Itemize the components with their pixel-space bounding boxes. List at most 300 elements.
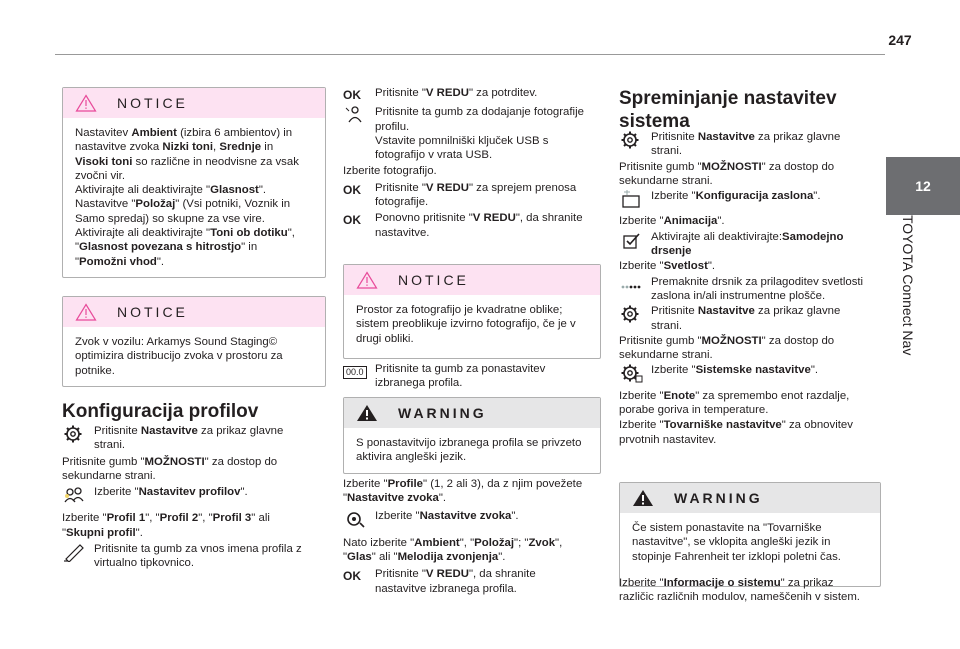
text-run: Pritisnite " xyxy=(375,87,426,99)
text-line xyxy=(651,189,883,203)
chapter-side-title: TOYOTA Connect Nav xyxy=(900,215,916,356)
instruction-item xyxy=(343,536,603,565)
screen-icon-graphic xyxy=(619,189,643,209)
text-run: ". xyxy=(135,526,143,539)
brightness-slider-icon-graphic xyxy=(619,275,643,295)
warning-triangle-icon xyxy=(356,404,378,422)
reset-button-label: 00.0 xyxy=(343,366,367,379)
bold-term: Srednje xyxy=(219,141,262,154)
text-run: izbranega profila. xyxy=(375,377,463,390)
text-run: " za prikaz xyxy=(780,577,834,589)
warning-box xyxy=(619,482,881,587)
text-run: " ali xyxy=(251,512,270,525)
text-line xyxy=(619,160,883,174)
text-line xyxy=(651,244,883,258)
text-run: za prikaz glavne xyxy=(197,425,284,437)
bold-term: Zvok xyxy=(528,536,556,549)
text-line xyxy=(356,332,588,346)
bold-term: Sistemske nastavitve xyxy=(695,364,811,377)
instruction-text xyxy=(94,485,332,499)
bold-term: V REDU xyxy=(425,568,469,581)
text-run: profilu. xyxy=(375,120,410,133)
text-run: so različne in neodvisne za vsak xyxy=(132,155,299,168)
text-line xyxy=(375,567,603,581)
text-run: " ali " xyxy=(371,551,398,564)
ok-icon xyxy=(343,211,375,228)
bold-term: Ambient xyxy=(414,536,460,549)
bold-term: V REDU xyxy=(472,212,516,225)
instruction-list xyxy=(343,477,603,599)
text-run: virtualno tipkovnico. xyxy=(94,557,195,570)
notice-title: NOTICE xyxy=(398,271,469,288)
text-run: optimizira distribucijo zvoka v prostoru za xyxy=(75,350,283,363)
instruction-item xyxy=(619,389,883,418)
text-run: strani. xyxy=(651,319,683,332)
text-run: ". xyxy=(498,551,506,564)
section-heading-line: Spreminjanje nastavitev xyxy=(619,88,837,109)
text-line xyxy=(94,438,332,452)
text-run: Aktivirajte ali deaktivirajte " xyxy=(75,184,211,197)
instruction-list xyxy=(343,86,603,242)
chapter-tab[interactable]: 12 xyxy=(886,157,960,215)
bold-term: Nastavitve xyxy=(697,131,755,143)
text-line xyxy=(651,319,883,333)
bold-term: Položaj xyxy=(474,536,515,549)
text-line xyxy=(619,389,883,403)
instruction-text xyxy=(619,160,883,189)
text-line xyxy=(75,335,313,349)
text-run: nastavitve", se vklopita angleški jezik in xyxy=(632,536,831,549)
instruction-text xyxy=(619,418,883,447)
text-line xyxy=(343,491,603,505)
bold-term: Informacije o sistemu xyxy=(663,577,781,589)
text-line xyxy=(94,556,332,570)
bold-term: V REDU xyxy=(425,87,469,99)
text-run: strani. xyxy=(94,439,126,452)
text-line xyxy=(94,424,332,438)
text-run: Pritisnite ta gumb za ponastavitev xyxy=(375,363,546,375)
text-run: drugi obliki. xyxy=(356,332,414,345)
text-line xyxy=(619,214,883,228)
instruction-item xyxy=(619,304,883,333)
text-line xyxy=(619,334,883,348)
bold-term: MOŽNOSTI xyxy=(701,334,762,347)
text-line xyxy=(651,144,883,158)
text-line xyxy=(75,212,313,226)
text-run: Ponovno pritisnite " xyxy=(375,212,473,225)
text-run: aktivira angleški jezik. xyxy=(356,451,467,464)
instruction-item xyxy=(619,214,883,228)
instruction-item xyxy=(619,259,883,273)
instruction-text xyxy=(619,259,883,273)
ok-label: OK xyxy=(343,88,361,102)
text-run: ". xyxy=(258,184,267,197)
text-run: ". xyxy=(511,509,519,522)
instruction-text xyxy=(619,214,883,228)
notice-triangle-icon xyxy=(75,94,97,112)
text-line xyxy=(356,450,588,464)
text-run: Pritisnite " xyxy=(375,568,426,581)
instruction-item xyxy=(62,485,332,509)
bold-term: Ambient xyxy=(131,127,177,139)
box-body xyxy=(356,436,588,465)
text-run: ", da shranite xyxy=(468,568,536,581)
instruction-text xyxy=(343,536,603,565)
section-heading xyxy=(619,87,879,133)
text-line xyxy=(62,455,332,469)
text-run: fotografijo v vrata USB. xyxy=(375,149,493,162)
text-run: ", da shranite xyxy=(515,212,583,225)
bold-term: Toni ob dotiku xyxy=(210,227,288,240)
bold-term: MOŽNOSTI xyxy=(701,160,762,173)
instruction-text xyxy=(651,230,883,259)
photo-icon xyxy=(343,105,375,129)
text-line xyxy=(619,403,883,417)
warning-box xyxy=(343,397,601,474)
photo-icon-graphic xyxy=(343,105,367,125)
text-run: Samo spredaj) so skupne za vse vire. xyxy=(75,212,265,225)
text-line xyxy=(375,376,603,390)
text-run: " xyxy=(62,526,67,539)
gear-icon-graphic xyxy=(619,304,643,324)
text-run: sekundarne strani. xyxy=(619,174,713,187)
text-run: Vstavite pomnilniški ključek USB s xyxy=(375,134,549,147)
text-line xyxy=(343,536,603,550)
instruction-item xyxy=(62,542,332,571)
instruction-item xyxy=(619,334,883,363)
checkbox-icon xyxy=(619,230,651,254)
instruction-text xyxy=(651,363,883,377)
notice-header xyxy=(344,265,600,295)
instruction-text xyxy=(62,455,332,484)
instruction-text xyxy=(375,211,603,240)
text-run: sekundarne strani. xyxy=(62,469,156,482)
text-line xyxy=(632,535,868,549)
text-line xyxy=(356,303,588,317)
ok-label: OK xyxy=(343,182,361,197)
bold-term: Profil 1 xyxy=(106,512,146,525)
instruction-item xyxy=(62,511,332,540)
instruction-item xyxy=(619,130,883,159)
bold-term: Nastavitve zvoka xyxy=(347,492,439,505)
text-line xyxy=(356,317,588,331)
instruction-text xyxy=(375,86,603,100)
text-line xyxy=(75,169,313,183)
text-run: ". xyxy=(813,190,821,203)
bold-term: Glasnost povezana s hitrostjo xyxy=(79,241,242,254)
instruction-item xyxy=(343,105,603,162)
text-run: S ponastavitvijo izbranega profila se privzeto xyxy=(356,437,582,449)
text-run: "; " xyxy=(514,536,529,549)
text-line xyxy=(651,304,883,318)
instruction-list xyxy=(619,576,883,605)
ok-label: OK xyxy=(343,569,361,584)
text-run: Zvok v vozilu: Arkamys Sound Staging© xyxy=(75,336,278,348)
instruction-item xyxy=(619,363,883,387)
bold-term: Samodejno xyxy=(782,230,844,243)
text-run: Izberite " xyxy=(375,509,420,522)
text-run: nastavitve zvoka xyxy=(75,141,163,154)
text-line xyxy=(75,183,313,197)
text-run: ". xyxy=(810,364,819,377)
text-run: ". xyxy=(717,215,725,228)
text-run: nastavitve izbranega profila. xyxy=(375,582,517,595)
text-run: nastavitve. xyxy=(375,226,430,239)
notice-box xyxy=(62,296,326,387)
text-run: potnike. xyxy=(75,364,115,377)
reset-button-icon xyxy=(343,362,375,379)
instruction-item xyxy=(62,455,332,484)
instruction-list xyxy=(619,130,883,448)
text-run: Izberite " xyxy=(94,486,139,499)
text-line xyxy=(75,364,313,378)
text-line xyxy=(375,148,603,162)
instruction-text xyxy=(651,304,883,333)
text-run: ". xyxy=(707,260,716,273)
text-run: Pritisnite xyxy=(94,425,141,437)
gear-icon-graphic xyxy=(62,424,86,444)
instruction-item xyxy=(343,477,603,506)
instruction-item xyxy=(343,362,603,391)
text-line xyxy=(75,349,313,363)
bold-term: Glasnost xyxy=(210,184,259,197)
bold-term: Enote xyxy=(663,389,696,402)
text-run: ". xyxy=(156,255,165,268)
text-line xyxy=(632,521,868,535)
notice-box xyxy=(62,87,326,278)
bold-term: Profile xyxy=(387,478,424,490)
instruction-text xyxy=(651,130,883,159)
bold-term: Svetlost xyxy=(663,260,708,273)
instruction-item xyxy=(619,576,883,605)
text-run: " za dostop do xyxy=(204,455,278,468)
ok-label: OK xyxy=(343,213,361,228)
profile-icon xyxy=(62,485,94,509)
text-run: Aktivirajte ali deaktivirajte: xyxy=(651,230,783,243)
pencil-icon-graphic xyxy=(62,542,86,562)
gear-icon xyxy=(62,424,94,448)
text-line xyxy=(619,433,883,447)
pencil-icon xyxy=(62,542,94,566)
text-run: " (1, 2 ali 3), da z njim povežete xyxy=(423,478,583,490)
text-run: Pritisnite gumb " xyxy=(62,455,145,468)
text-run: Če sistem ponastavite na "Tovarniške xyxy=(632,522,822,534)
notice-box xyxy=(343,264,601,359)
text-run: zaslona in/ali instrumentne plošče. xyxy=(651,289,826,302)
text-line xyxy=(632,550,868,564)
text-run: Pritisnite gumb " xyxy=(619,160,702,173)
text-run: " za sprejem prenosa xyxy=(468,181,577,194)
header-rule xyxy=(55,54,885,55)
text-line xyxy=(375,211,603,225)
text-line xyxy=(75,240,313,254)
section-heading-line: sistema xyxy=(619,111,690,132)
bold-term: V REDU xyxy=(425,181,469,194)
warning-title: WARNING xyxy=(398,404,487,421)
ok-icon xyxy=(343,181,375,198)
instruction-item xyxy=(343,86,603,103)
text-run: strani. xyxy=(651,145,683,158)
text-run: Izberite " xyxy=(343,478,388,490)
instruction-item xyxy=(343,211,603,240)
profile-icon-graphic xyxy=(62,485,86,505)
text-line xyxy=(62,526,332,540)
text-line xyxy=(375,226,603,240)
text-line xyxy=(375,181,603,195)
bold-term: Skupni profil xyxy=(66,526,136,539)
bold-term: Nastavitve xyxy=(140,425,198,437)
text-line xyxy=(619,576,883,590)
text-run: " xyxy=(75,255,80,268)
text-run: " xyxy=(343,551,348,564)
text-line xyxy=(62,511,332,525)
text-run: sekundarne strani. xyxy=(619,349,713,362)
text-line xyxy=(343,477,603,491)
text-run: Nato izberite " xyxy=(343,536,415,549)
text-run: Aktivirajte ali deaktivirajte " xyxy=(75,227,211,240)
text-run: različic različnih modulov, nameščenih v sistem. xyxy=(619,591,860,604)
instruction-item xyxy=(62,424,332,453)
text-run: " xyxy=(75,241,80,254)
notice-header xyxy=(63,88,325,118)
bold-term: Tovarniške nastavitve xyxy=(663,419,782,432)
instruction-item xyxy=(343,509,603,533)
page-number: 247 xyxy=(888,32,912,48)
instruction-item xyxy=(619,230,883,259)
instruction-item xyxy=(343,164,603,178)
text-line xyxy=(94,485,332,499)
instruction-text xyxy=(619,389,883,418)
gear-icon xyxy=(619,130,651,154)
instruction-text xyxy=(375,105,603,162)
notice-header xyxy=(63,297,325,327)
text-line xyxy=(651,275,883,289)
text-run: ", " xyxy=(145,512,160,525)
sound-settings-icon xyxy=(343,509,375,533)
instruction-text xyxy=(375,509,603,523)
text-run: ", " xyxy=(198,512,213,525)
text-line xyxy=(356,436,588,450)
text-run: " za obnovitev xyxy=(781,419,853,432)
text-run: ". xyxy=(240,486,248,499)
text-line xyxy=(75,197,313,211)
text-run: zvočni vir. xyxy=(75,169,126,182)
checkbox-icon-graphic xyxy=(619,230,643,250)
gear-icon-graphic xyxy=(619,130,643,150)
text-run: Pritisnite gumb " xyxy=(619,334,702,347)
text-line xyxy=(75,126,313,140)
text-line xyxy=(651,230,883,244)
text-run: fotografije. xyxy=(375,196,429,209)
warning-header xyxy=(620,483,880,513)
text-run: Izberite " xyxy=(651,364,696,377)
text-run: prvotnih nastavitev. xyxy=(619,433,717,446)
instruction-text xyxy=(651,275,883,304)
text-run: ", " xyxy=(459,536,475,549)
notice-triangle-icon xyxy=(75,303,97,321)
text-run: Pritisnite xyxy=(651,131,698,143)
text-line xyxy=(651,130,883,144)
ok-icon xyxy=(343,86,375,103)
text-run: Izberite " xyxy=(619,577,664,589)
text-run: za prikaz glavne xyxy=(754,131,841,143)
text-line xyxy=(651,289,883,303)
text-run: Nastavitve " xyxy=(75,198,136,211)
text-line xyxy=(375,105,603,119)
box-body xyxy=(75,126,313,269)
bold-term: Konfiguracija zaslona xyxy=(695,190,814,203)
box-body xyxy=(75,335,313,378)
text-run: " za spremembo enot razdalje, xyxy=(695,389,850,402)
bold-term: Profil 3 xyxy=(212,512,252,525)
instruction-text xyxy=(343,477,603,506)
warning-title: WARNING xyxy=(674,489,763,506)
bold-term: Visoki toni xyxy=(75,155,133,168)
instruction-text xyxy=(375,181,603,210)
section-heading: Konfiguracija profilov xyxy=(62,401,259,422)
bold-term: Melodija zvonjenja xyxy=(397,551,499,564)
bold-term: Nastavitev profilov xyxy=(138,486,241,499)
text-run: Izberite " xyxy=(62,512,107,525)
bold-term: Glas xyxy=(347,551,372,564)
text-line xyxy=(75,140,313,154)
instruction-item xyxy=(343,181,603,210)
text-run: " in xyxy=(241,241,258,254)
ok-icon xyxy=(343,567,375,584)
text-run: Izberite " xyxy=(619,419,664,432)
instruction-item xyxy=(619,275,883,304)
instruction-list xyxy=(343,362,603,391)
instruction-text xyxy=(375,567,603,596)
text-run: Izberite " xyxy=(619,260,664,273)
text-run: Izberite " xyxy=(619,215,664,228)
text-line xyxy=(375,582,603,596)
text-run: Izberite " xyxy=(651,190,696,203)
instruction-text xyxy=(343,164,603,178)
bold-term: Nastavitve xyxy=(697,305,755,318)
text-line xyxy=(619,174,883,188)
text-run: Izberite " xyxy=(619,389,664,402)
box-body xyxy=(632,521,868,564)
instruction-item xyxy=(619,418,883,447)
text-run: , xyxy=(213,141,220,154)
text-line xyxy=(375,86,603,100)
text-line xyxy=(343,550,603,564)
screen-icon xyxy=(619,189,651,213)
instruction-text xyxy=(619,334,883,363)
system-settings-icon-graphic xyxy=(619,363,643,383)
instruction-text xyxy=(94,542,332,571)
text-line xyxy=(62,469,332,483)
bold-term: Profil 2 xyxy=(159,512,199,525)
text-run: Nastavitev xyxy=(75,127,132,139)
text-line xyxy=(651,363,883,377)
text-run: za prikaz glavne xyxy=(754,305,841,318)
text-line xyxy=(619,259,883,273)
text-run: stopinje Fahrenheit ter izklopi poletni čas. xyxy=(632,550,841,563)
instruction-item xyxy=(619,189,883,213)
bold-term: Animacija xyxy=(663,215,718,228)
text-run: Pritisnite ta gumb za vnos imena profila z xyxy=(94,543,302,556)
text-line xyxy=(375,509,603,523)
instruction-text xyxy=(62,511,332,540)
bold-term: Položaj xyxy=(135,198,176,211)
text-run: sistem preoblikuje izvirno fotografijo, če je v xyxy=(356,318,576,331)
text-run: in xyxy=(261,141,274,154)
text-line xyxy=(619,418,883,432)
instruction-text xyxy=(651,189,883,203)
text-run: Prostor za fotografijo je kvadratne oblike; xyxy=(356,304,563,316)
